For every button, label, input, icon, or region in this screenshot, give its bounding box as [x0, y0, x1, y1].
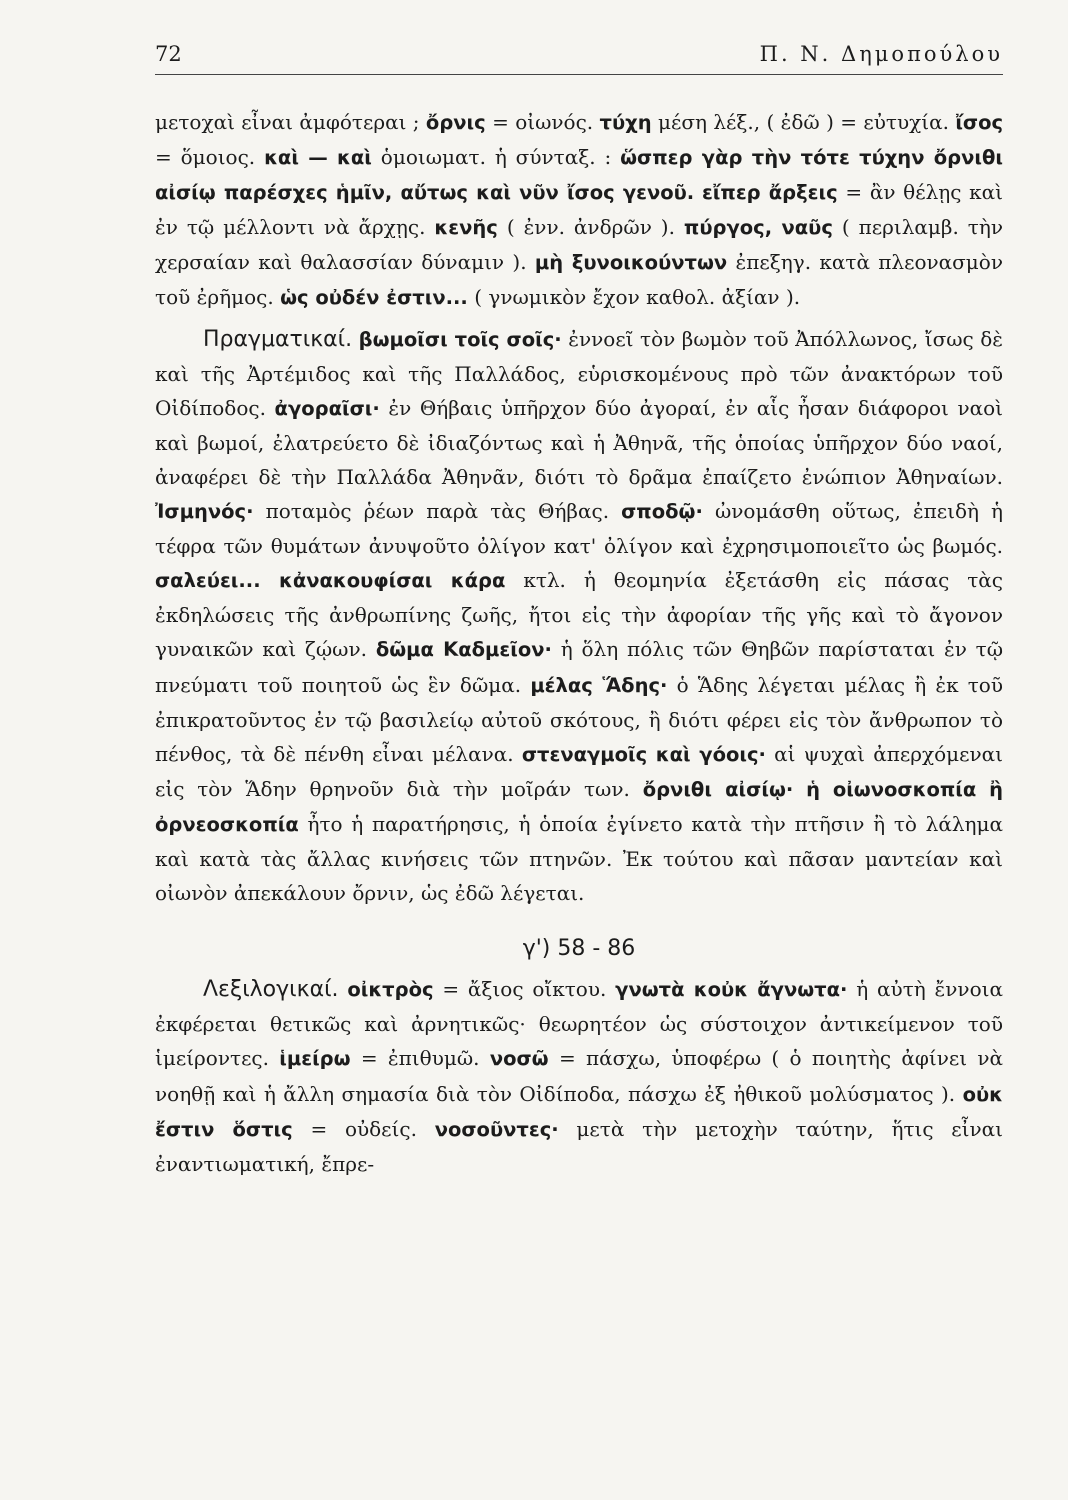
section-heading: γ') 58 - 86: [522, 936, 636, 962]
paragraph-1: μετοχαὶ εἶναι ἀμφότεραι ; ὄρνις = οἰωνός. τύχη μέση λέξ., ( ἐδῶ ) = εὐτυχία. ἴσος = ὅμοιος. καὶ — καὶ ὁμοιωματ. ἡ σύνταξ. : ὥσπερ γὰρ τὴν τότε τύχην ὄρνιθι αἰσίῳ παρέσχες ἡμῖν, αὔτως καὶ νῦν ἴσος γενοῦ. εἴπερ ἄρξεις = ἂν θέλῃς καὶ ἐν τῷ μέλλοντι νὰ ἄρχῃς. κενῆς ( ἐνν. ἀνδρῶν ). πύργος, ναῦς ( περιλαμβ. τὴν χερσαίαν καὶ θαλασσίαν δύναμιν ). μὴ ξυνοικούντων ἐπεξηγ. κατὰ πλεονασμὸν τοῦ ἐρῆμος. ὡς οὐδέν ἐστιν... ( γνωμικὸν ἔχον καθολ. ἀξίαν ).: [155, 110, 1004, 310]
page: [155, 42, 1003, 1181]
running-title: Π. Ν. Δημοπούλου: [759, 42, 1003, 66]
section-label-lexilogikai: Λεξιλογικαί.: [203, 977, 339, 1003]
text-body: [155, 105, 1003, 1181]
section-label-pragmatikai: Πραγματικαί.: [203, 326, 353, 352]
paragraph-2: Πραγματικαί. βωμοῖσι τοῖς σοῖς· ἐννοεῖ τὸν βωμὸν τοῦ Ἀπόλλωνος, ἴσως δὲ καὶ τῆς Ἀρτέμιδος καὶ τῆς Παλλάδος, εὑρισκομένους πρὸ τῶν ἀνακτόρων τοῦ Οἰδίποδος. ἀγοραῖσι· ἐν Θήβαις ὑπῆρχον δύο ἀγοραί, ἐν αἷς ἦσαν διάφοροι ναοὶ καὶ βωμοί, ἐλατρεύετο δὲ ἰδιαζόντως καὶ ἡ Ἀθηνᾶ, τῆς ὁποίας ὑπῆρχον δύο ναοί, ἀναφέρει δὲ τὴν Παλλάδα Ἀθηνᾶν, διότι τὸ δρᾶμα ἐπαίζετο ἐνώπιον Ἀθηναίων. Ἰσμηνός· ποταμὸς ῥέων παρὰ τὰς Θήβας. σποδῷ· ὠνομάσθη οὕτως, ἐπειδὴ ἡ τέφρα τῶν θυμάτων ἀνυψοῦτο ὀλίγον κατ' ὀλίγον καὶ ἐχρησιμοποιεῖτο ὡς βωμός. σαλεύει... κἀνακουφίσαι κάρα κτλ. ἡ θεομηνία ἐξετάσθη εἰς πάσας τὰς ἐκδηλώσεις τῆς ἀνθρωπίνης ζωῆς, ἤτοι εἰς τὴν ἀφορίαν τῆς γῆς καὶ τὸ ἄγονον γυναικῶν καὶ ζῴων. δῶμα Καδμεῖον· ἡ ὅλη πόλις τῶν Θηβῶν παρίσταται ἐν τῷ πνεύματι τοῦ ποιητοῦ ὡς ἓν δῶμα. μέλας Ἅδης· ὁ Ἅδης λέγεται μέλας ἢ ἐκ τοῦ ἐπικρατοῦντος ἐν τῷ βασιλείῳ αὐτοῦ σκότους, ἢ διότι φέρει εἰς τὸν ἄνθρωπον τὸ πένθος, τὰ δὲ πένθη εἶναι μέλανα. στεναγμοῖς καὶ γόοις· αἱ ψυχαὶ ἀπερχόμεναι εἰς τὸν Ἅδην θρηνοῦν διὰ τὴν μοῖράν των. ὄρνιθι αἰσίῳ· ἡ οἰωνοσκοπία ἢ ὀρνεοσκοπία ἦτο ἡ παρατήρησις, ἡ ὁποία ἐγίνετο κατὰ τὴν πτῆσιν ἢ τὸ λάλημα καὶ κατὰ τὰς ἄλλας κινήσεις τῶν πτηνῶν. Ἐκ τούτου καὶ πᾶσαν μαντείαν καὶ οἰωνὸν ἀπεκάλουν ὄρνιν, ὡς ἐδῶ λέγεται.: [155, 326, 1004, 906]
running-header: [155, 42, 1003, 75]
paragraph-3: Λεξιλογικαί. οἰκτρὸς = ἄξιος οἴκτου. γνωτὰ κοὐκ ἄγνωτα· ἡ αὐτὴ ἔννοια ἐκφέρεται θετικῶς καὶ ἀρνητικῶς· θεωρητέον ὡς σύστοιχον ἀντικείμενον τοῦ ἱμείροντες. ἱμείρω = ἐπιθυμῶ. νοσῶ = πάσχω, ὑποφέρω ( ὁ ποιητὴς ἀφίνει νὰ νοηθῇ καὶ ἡ ἄλλη σημασία διὰ τὸν Οἰδίποδα, πάσχω ἐξ ἠθικοῦ μολύσματος ). οὐκ ἔστιν ὅστις = οὐδείς. νοσοῦντες· μετὰ τὴν μετοχὴν ταύτην, ἥτις εἶναι ἐναντιωματική, ἔπρε-: [155, 977, 1004, 1176]
page-number: 72: [155, 42, 182, 66]
